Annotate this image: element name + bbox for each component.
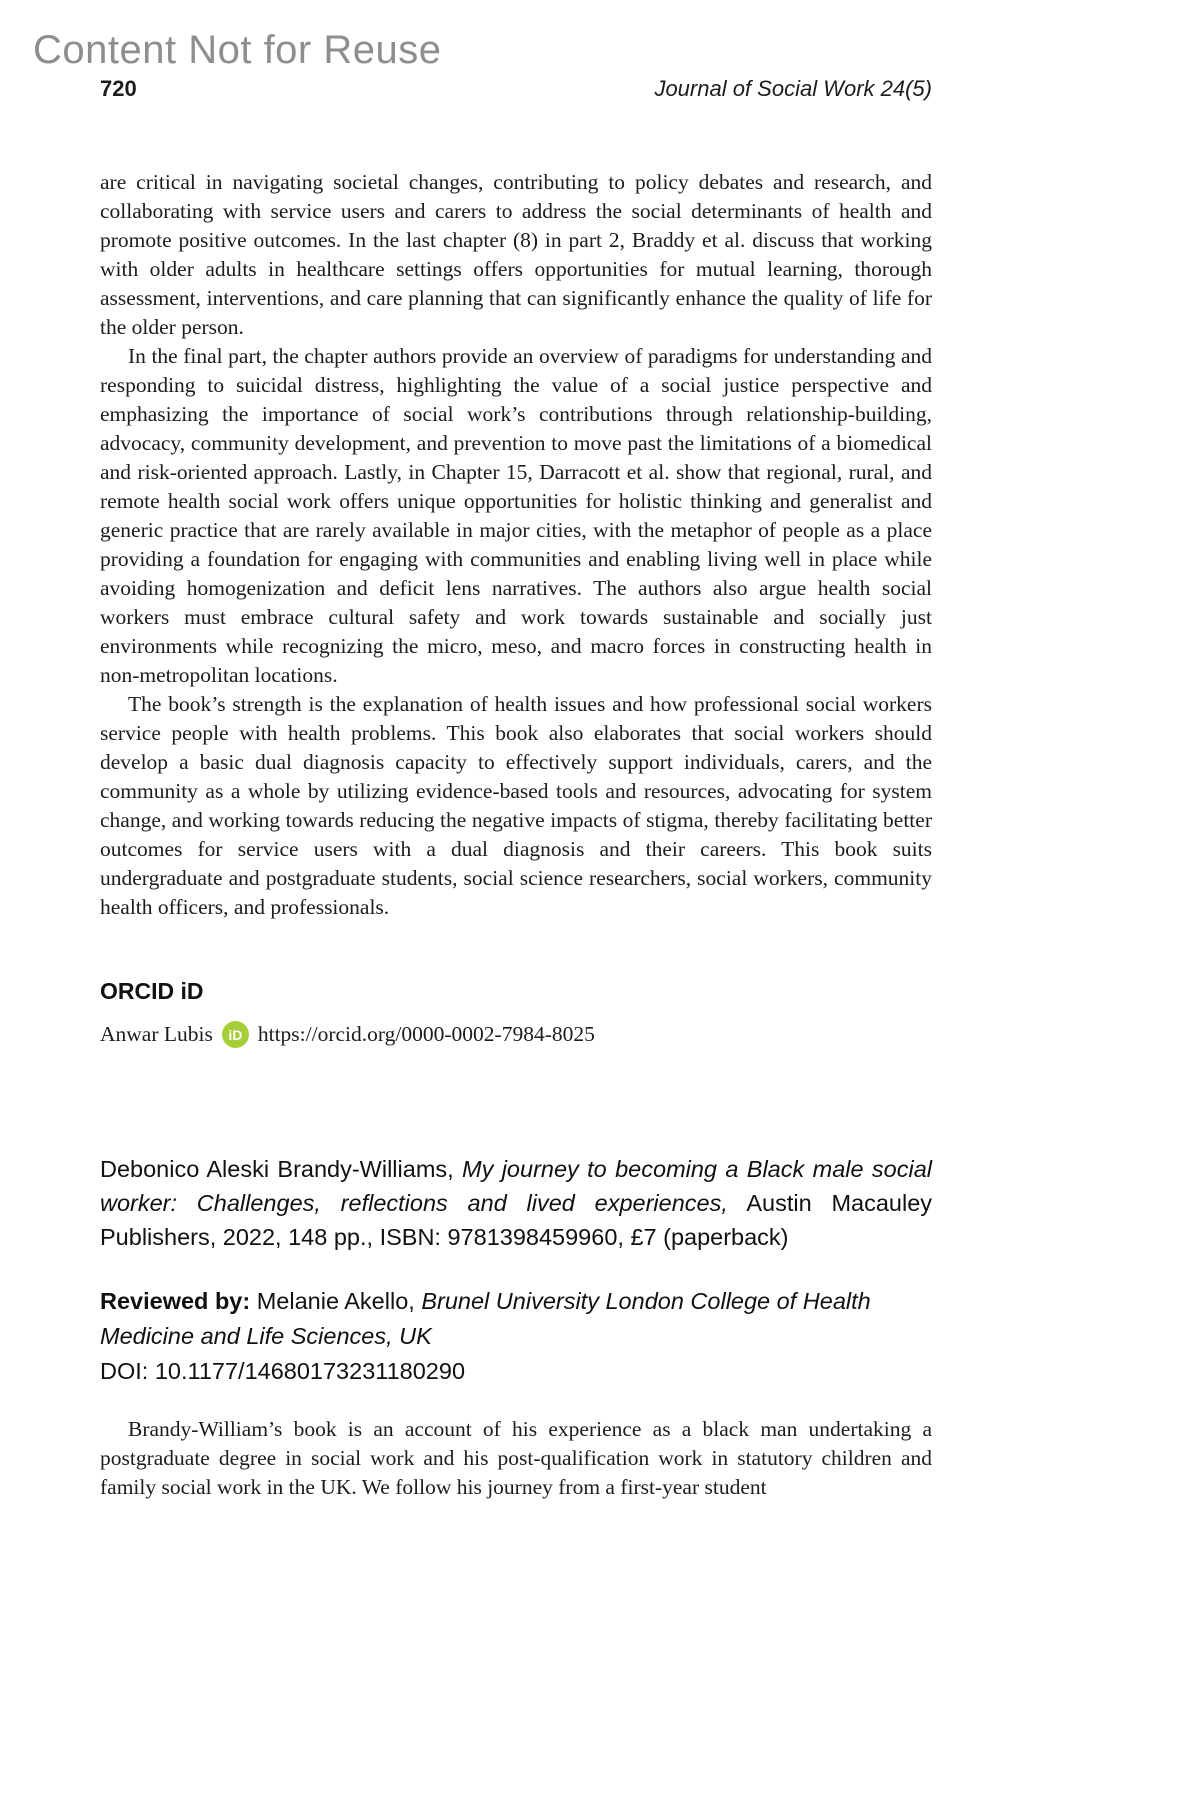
- orcid-id-icon: iD: [222, 1021, 249, 1048]
- review-paragraph-1: Brandy-William’s book is an account of his experience as a black man undertaking a postgraduate degree in social work and his post-qualification work in statutory children and family social work in the UK. We follow his journey from a first-year student: [100, 1417, 932, 1499]
- journal-title: Journal of Social Work 24(5): [654, 76, 932, 101]
- body-paragraph-1: are critical in navigating societal changes, contributing to policy debates and research, and collaborating with service users and carers to address the social determinants of health and promote positive outcomes. In the last chapter (8) in part 2, Braddy et al. discuss that working with older adults in healthcare settings offers opportunities for mutual learning, thorough assessment, interventions, and care planning that can significantly enhance the quality of life for the older person.: [100, 170, 932, 339]
- orcid-author-line: [100, 1021, 932, 1048]
- reviewer-name: Melanie Akello,: [256, 1288, 415, 1314]
- page-number: 720: [100, 76, 137, 101]
- book-citation: [100, 1152, 932, 1254]
- content-not-for-reuse-watermark: Content Not for Reuse: [33, 28, 442, 72]
- citation-authors: Debonico Aleski Brandy-Williams,: [100, 1156, 454, 1182]
- reviewed-by-block: [100, 1284, 932, 1389]
- reviewed-by-label: Reviewed by:: [100, 1288, 251, 1314]
- body-paragraph-2: In the final part, the chapter authors provide an overview of paradigms for understanding and responding to suicidal distress, highlighting the value of a social justice perspective and emphasizing the importance of social work’s contributions through relationship-building, advocacy, community development, and prevention to move past the limitations of a biomedical and risk-oriented approach. Lastly, in Chapter 15, Darracott et al. show that regional, rural, and remote health social work offers unique opportunities for holistic thinking and generalist and generic practice that are rarely available in major cities, with the metaphor of people as a place providing a foundation for engaging with communities and enabling living well in place while avoiding homogenization and deficit lens narratives. The authors also argue health social workers must embrace cultural safety and work towards sustainable and socially just environments while recognizing the micro, meso, and macro forces in constructing health in non-metropolitan locations.: [100, 344, 932, 687]
- page-body: [100, 168, 932, 1502]
- reviewer-affiliation: Brunel University London College of Health Medicine and Life Sciences, UK: [100, 1288, 871, 1349]
- citation-publisher-info: Austin Macauley Publishers, 2022, 148 pp., ISBN: 9781398459960, £7 (paperback): [100, 1190, 933, 1250]
- orcid-author-name: Anwar Lubis: [100, 1022, 213, 1046]
- page-header: [100, 76, 932, 102]
- citation-book-title: My journey to becoming a Black male social worker: Challenges, reflections and lived experiences,: [100, 1156, 932, 1216]
- body-paragraph-3: The book’s strength is the explanation of health issues and how professional social workers service people with health problems. This book also elaborates that social workers should develop a basic dual diagnosis capacity to effectively support individuals, carers, and the community as a whole by utilizing evidence-based tools and resources, advocating for system change, and working towards reducing the negative impacts of stigma, thereby facilitating better outcomes for service users with a dual diagnosis and their careers. This book suits undergraduate and postgraduate students, social science researchers, social workers, community health officers, and professionals.: [100, 692, 932, 919]
- orcid-section-heading: ORCID iD: [100, 978, 204, 1004]
- doi-text: DOI: 10.1177/14680173231180290: [100, 1358, 466, 1384]
- orcid-url-link[interactable]: https://orcid.org/0000-0002-7984-8025: [257, 1022, 595, 1046]
